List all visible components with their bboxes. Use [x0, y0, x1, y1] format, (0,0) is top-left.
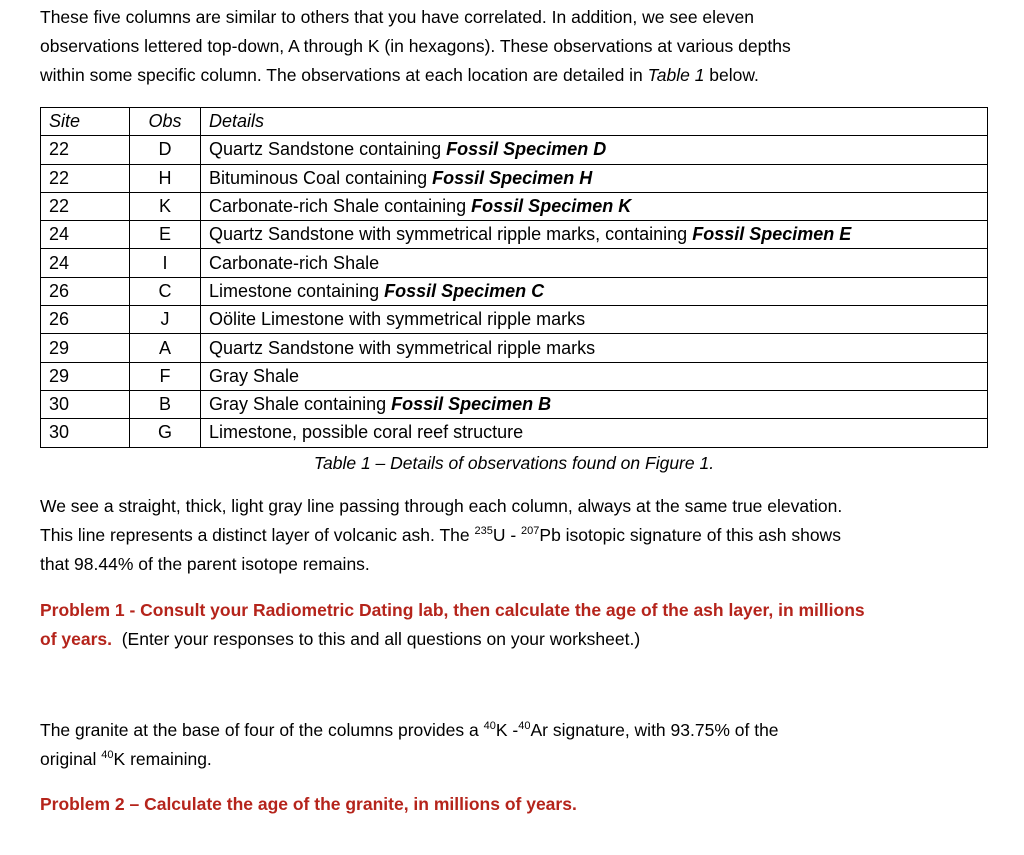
- cell-details: [201, 334, 988, 362]
- cell-obs: I: [130, 249, 201, 277]
- intro-line-1: These five columns are similar to others that you have correlated. In addition, we see eleven: [40, 7, 754, 27]
- cell-obs: D: [130, 136, 201, 164]
- fossil-specimen: Fossil Specimen C: [384, 280, 545, 301]
- table-row: [41, 164, 988, 192]
- ash-line-2: This line represents a distinct layer of volcanic ash. The $^{235}$U - $^{207}$Pb isotopic signature of this ash shows: [40, 525, 841, 545]
- fossil-specimen: Fossil Specimen B: [391, 394, 552, 415]
- cell-site: 29: [41, 334, 130, 362]
- table-body: [41, 136, 988, 447]
- cell-details: [201, 306, 988, 334]
- cell-site: 26: [41, 277, 130, 305]
- cell-obs: H: [130, 164, 201, 192]
- problem-2: Problem 2 – Calculate the age of the granite, in millions of years.: [40, 794, 577, 814]
- ash-line-3: that 98.44% of the parent isotope remains.: [40, 554, 370, 574]
- details-text: Limestone containing: [209, 280, 385, 301]
- cell-obs: E: [130, 221, 201, 249]
- header-site: Site: [41, 108, 130, 136]
- details-text: Quartz Sandstone with symmetrical ripple marks: [209, 337, 596, 358]
- cell-site: 30: [41, 419, 130, 447]
- problem-1: [40, 596, 990, 654]
- problem-1-line-2: of years. (Enter your responses to this and all questions on your worksheet.): [40, 629, 641, 649]
- ash-paragraph: [40, 492, 990, 579]
- details-text: Quartz Sandstone with symmetrical ripple marks, containing: [209, 224, 693, 245]
- cell-details: [201, 249, 988, 277]
- cell-details: [201, 419, 988, 447]
- cell-site: 24: [41, 221, 130, 249]
- cell-site: 22: [41, 192, 130, 220]
- granite-paragraph: [40, 716, 990, 774]
- cell-details: [201, 192, 988, 220]
- fossil-specimen: Fossil Specimen H: [432, 167, 593, 188]
- table-row: [41, 136, 988, 164]
- cell-obs: B: [130, 390, 201, 418]
- table-row: [41, 249, 988, 277]
- table-reference: Table 1: [647, 65, 705, 85]
- table-row: [41, 390, 988, 418]
- isotope-mass-pb: 207: [521, 525, 540, 538]
- details-text: Carbonate-rich Shale containing: [209, 196, 472, 217]
- ash-line-1: We see a straight, thick, light gray line passing through each column, always at the same true elevation.: [40, 496, 843, 516]
- cell-details: [201, 277, 988, 305]
- isotope-mass-k-2: 40: [101, 749, 114, 762]
- details-text: Limestone, possible coral reef structure: [209, 422, 524, 443]
- cell-obs: G: [130, 419, 201, 447]
- cell-details: [201, 136, 988, 164]
- cell-site: 22: [41, 136, 130, 164]
- table-row: [41, 306, 988, 334]
- fossil-specimen: Fossil Specimen K: [471, 196, 632, 217]
- details-text: Oölite Limestone with symmetrical ripple marks: [209, 309, 586, 330]
- fossil-specimen: Fossil Specimen D: [446, 139, 607, 160]
- cell-details: [201, 362, 988, 390]
- cell-details: [201, 390, 988, 418]
- cell-site: 30: [41, 390, 130, 418]
- cell-obs: J: [130, 306, 201, 334]
- granite-line-2: original $^{40}$K remaining.: [40, 749, 212, 769]
- granite-line-1: The granite at the base of four of the columns provides a $^{40}$K -$^{40}$Ar signature, with 93.75% of the: [40, 720, 779, 740]
- table-row: [41, 221, 988, 249]
- table-row: [41, 192, 988, 220]
- intro-line-2: observations lettered top-down, A through K (in hexagons). These observations at various depths: [40, 36, 791, 56]
- cell-obs: F: [130, 362, 201, 390]
- cell-obs: C: [130, 277, 201, 305]
- details-text: Carbonate-rich Shale: [209, 252, 380, 273]
- document-page: [40, 0, 990, 814]
- table-row: [41, 362, 988, 390]
- table-row: [41, 334, 988, 362]
- cell-obs: A: [130, 334, 201, 362]
- cell-obs: K: [130, 192, 201, 220]
- table-row: [41, 277, 988, 305]
- intro-line-3: within some specific column. The observations at each location are detailed in Table 1 below.: [40, 65, 759, 85]
- header-obs: Obs: [130, 108, 201, 136]
- problem-1-instruction: (Enter your responses to this and all questions on your worksheet.): [111, 629, 641, 649]
- cell-details: [201, 164, 988, 192]
- details-text: Gray Shale containing: [209, 394, 392, 415]
- isotope-mass-k: 40: [483, 720, 496, 733]
- intro-paragraph: [40, 0, 990, 90]
- cell-details: [201, 221, 988, 249]
- details-text: Bituminous Coal containing: [209, 167, 433, 188]
- details-text: Quartz Sandstone containing: [209, 139, 447, 160]
- cell-site: 24: [41, 249, 130, 277]
- isotope-mass-u: 235: [474, 525, 493, 538]
- header-details: Details: [201, 108, 988, 136]
- table-caption: Table 1 – Details of observations found on Figure 1.: [313, 453, 715, 473]
- details-text: Gray Shale: [209, 365, 300, 386]
- fossil-specimen: Fossil Specimen E: [692, 224, 852, 245]
- problem-1-line-1: Problem 1 - Consult your Radiometric Dating lab, then calculate the age of the ash layer, in millions: [40, 600, 865, 620]
- cell-site: 22: [41, 164, 130, 192]
- cell-site: 26: [41, 306, 130, 334]
- table-header-row: [41, 108, 988, 136]
- observations-table: [40, 107, 988, 448]
- cell-site: 29: [41, 362, 130, 390]
- table-row: [41, 419, 988, 447]
- isotope-mass-ar: 40: [518, 720, 531, 733]
